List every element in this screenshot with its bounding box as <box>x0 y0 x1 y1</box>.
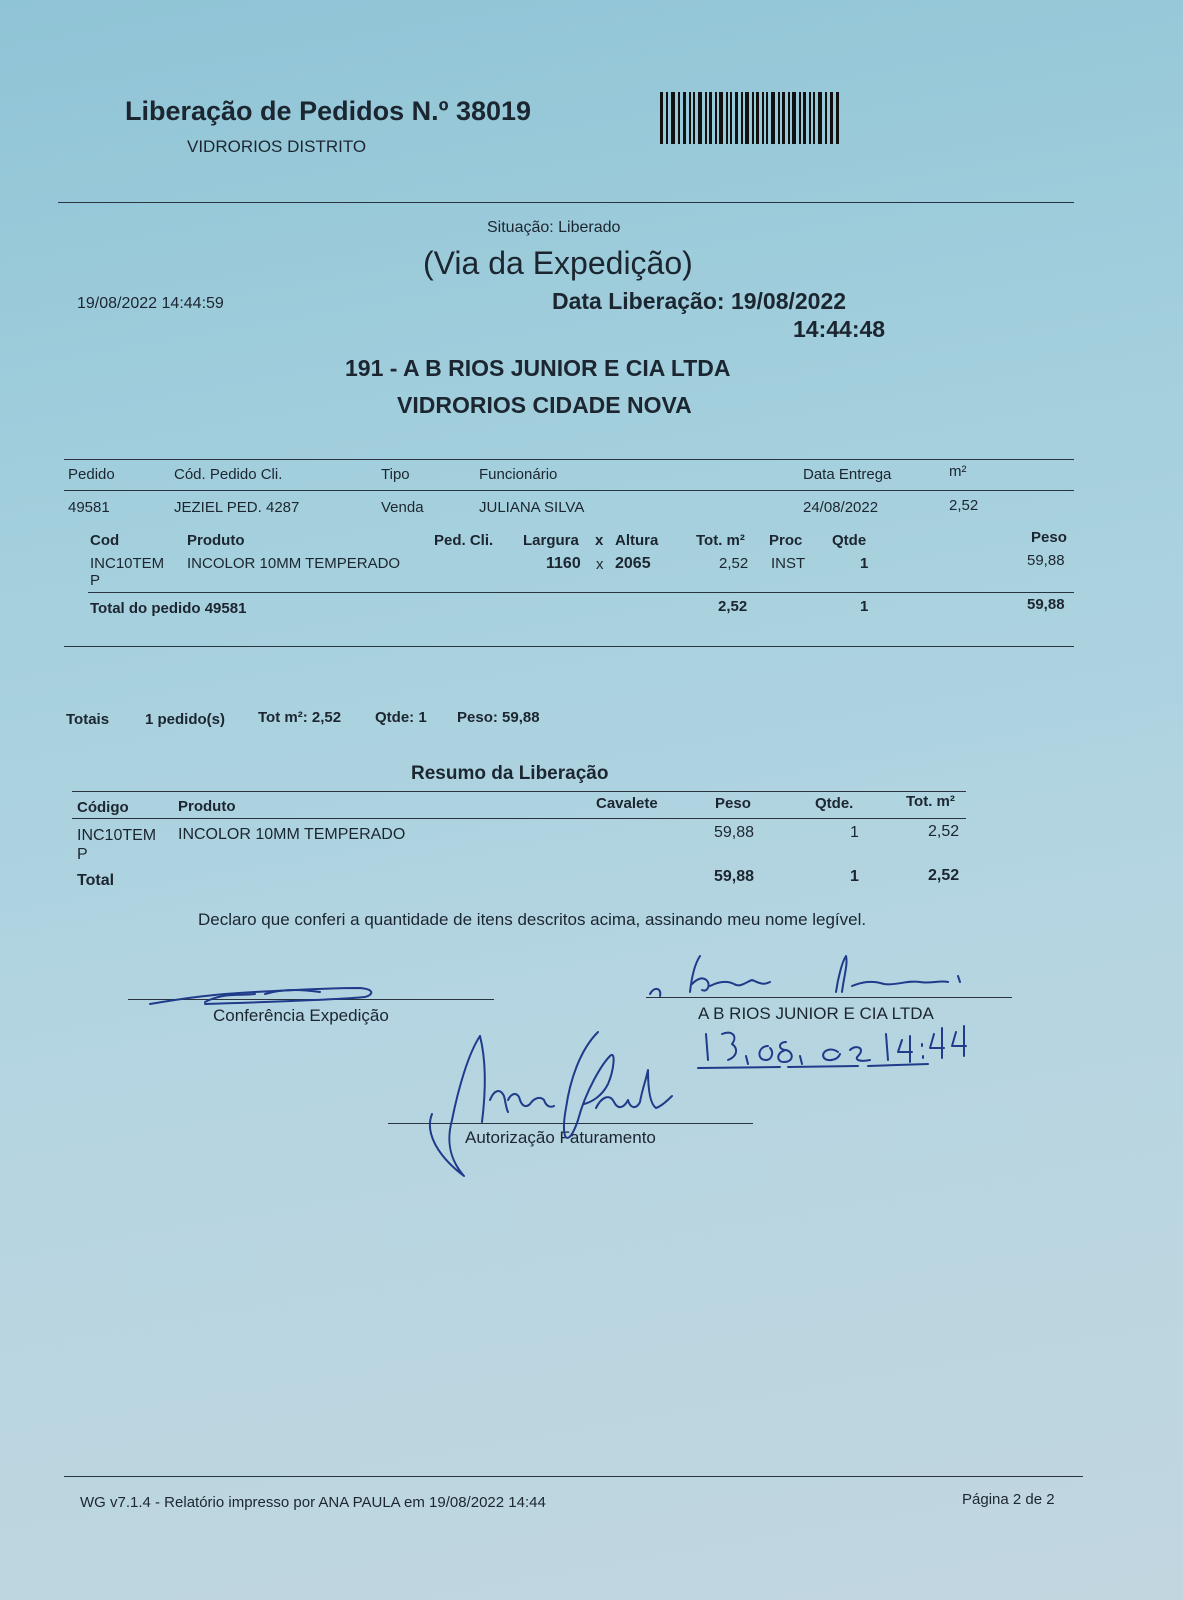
summary-tot-m2: 2,52 <box>928 823 960 840</box>
company-signature-label: A B RIOS JUNIOR E CIA LTDA <box>698 1004 934 1023</box>
issuer-company: VIDRORIOS DISTRITO <box>187 137 367 156</box>
item-peso: 59,88 <box>1027 552 1065 569</box>
item-width: 1160 <box>546 555 581 572</box>
conferencia-label: Conferência Expedição <box>213 1006 389 1025</box>
footer-rule <box>64 1476 1083 1477</box>
item-proc: INST <box>771 555 806 572</box>
print-datetime: 19/08/2022 14:44:59 <box>77 295 224 312</box>
order-type: Venda <box>381 499 424 516</box>
order-total-peso: 59,88 <box>1027 596 1065 613</box>
company-handwritten-signature <box>648 952 978 1002</box>
col-ped-cli: Ped. Cli. <box>434 532 494 549</box>
item-x: x <box>596 556 604 573</box>
order-client-code: JEZIEL PED. 4287 <box>174 499 300 516</box>
order-header-rule <box>64 490 1074 491</box>
col-tot-m2: Tot. m² <box>696 532 745 549</box>
order-delivery-date: 24/08/2022 <box>803 499 879 516</box>
ana-paula-signature <box>420 1030 690 1180</box>
col-largura: Largura <box>523 532 579 549</box>
totals-label: Totais <box>66 711 110 728</box>
summary-col-peso: Peso <box>715 795 751 812</box>
totals-orders: 1 pedido(s) <box>145 711 226 728</box>
col-peso: Peso <box>1031 529 1067 546</box>
col-qtde: Qtde <box>832 532 867 549</box>
col-tipo: Tipo <box>381 466 410 483</box>
summary-header-rule <box>72 818 966 819</box>
item-qtde: 1 <box>860 555 869 572</box>
handwritten-datetime <box>698 1022 993 1092</box>
conferencia-scribble <box>145 980 385 1010</box>
client-store: VIDRORIOS CIDADE NOVA <box>397 392 692 418</box>
item-code: INC10TEM <box>90 555 165 572</box>
col-m2: m² <box>949 463 967 480</box>
item-tot-m2: 2,52 <box>719 555 749 572</box>
summary-total-m2: 2,52 <box>928 867 960 884</box>
summary-col-qtde: Qtde. <box>815 795 854 812</box>
summary-code: INC10TEM <box>77 827 157 844</box>
col-produto: Produto <box>187 532 245 549</box>
order-total-m2: 2,52 <box>718 598 748 615</box>
totals-m2: Tot m²: 2,52 <box>258 709 342 726</box>
order-table-bottom-rule <box>64 646 1074 647</box>
summary-title: Resumo da Liberação <box>411 763 609 784</box>
summary-top-rule <box>72 791 966 792</box>
summary-product: INCOLOR 10MM TEMPERADO <box>178 826 406 843</box>
summary-col-tot-m2: Tot. m² <box>906 793 955 810</box>
document-title: Liberação de Pedidos N.º 38019 <box>125 96 532 126</box>
declaration-text: Declaro que conferi a quantidade de itens descritos acima, assinando meu nome legível. <box>198 910 867 929</box>
totals-qtde: Qtde: 1 <box>375 709 427 726</box>
col-funcionario: Funcionário <box>479 466 558 483</box>
barcode <box>660 92 840 144</box>
col-cod: Cod <box>90 532 120 549</box>
copy-type: (Via da Expedição) <box>423 245 693 281</box>
col-x: x <box>595 532 604 549</box>
summary-col-cavalete: Cavalete <box>596 795 658 812</box>
col-pedido: Pedido <box>68 466 115 483</box>
order-m2: 2,52 <box>949 497 979 514</box>
order-total-qtde: 1 <box>860 598 869 615</box>
col-altura: Altura <box>615 532 659 549</box>
summary-total-peso: 59,88 <box>714 868 755 885</box>
col-proc: Proc <box>769 532 803 549</box>
item-code-cont: P <box>90 572 101 589</box>
release-date: Data Liberação: 19/08/2022 <box>552 288 847 314</box>
item-height: 2065 <box>615 555 651 572</box>
summary-col-produto: Produto <box>178 798 236 815</box>
footer-print-info: WG v7.1.4 - Relatório impresso por ANA PAULA em 19/08/2022 14:44 <box>80 1494 546 1511</box>
item-total-rule <box>88 592 1074 593</box>
order-table-top-rule <box>64 459 1074 460</box>
totals-peso: Peso: 59,88 <box>457 709 540 726</box>
status-label: Situação: Liberado <box>487 219 621 236</box>
summary-col-codigo: Código <box>77 799 129 816</box>
summary-total-label: Total <box>77 872 115 889</box>
page-number: Página 2 de 2 <box>962 1491 1055 1508</box>
order-employee: JULIANA SILVA <box>479 499 585 516</box>
summary-code-cont: P <box>77 846 88 863</box>
item-product: INCOLOR 10MM TEMPERADO <box>187 555 401 572</box>
col-data-entrega: Data Entrega <box>803 466 892 483</box>
client-name: 191 - A B RIOS JUNIOR E CIA LTDA <box>345 355 731 381</box>
summary-total-qtde: 1 <box>850 868 859 885</box>
autorizacao-label: Autorização Faturamento <box>465 1128 656 1147</box>
order-total-label: Total do pedido 49581 <box>90 600 247 617</box>
summary-qtde: 1 <box>850 824 859 841</box>
release-time: 14:44:48 <box>793 316 886 342</box>
header-divider <box>58 202 1074 203</box>
order-number: 49581 <box>68 499 110 516</box>
col-cod-pedido-cli: Cód. Pedido Cli. <box>174 466 283 483</box>
summary-peso: 59,88 <box>714 824 755 841</box>
